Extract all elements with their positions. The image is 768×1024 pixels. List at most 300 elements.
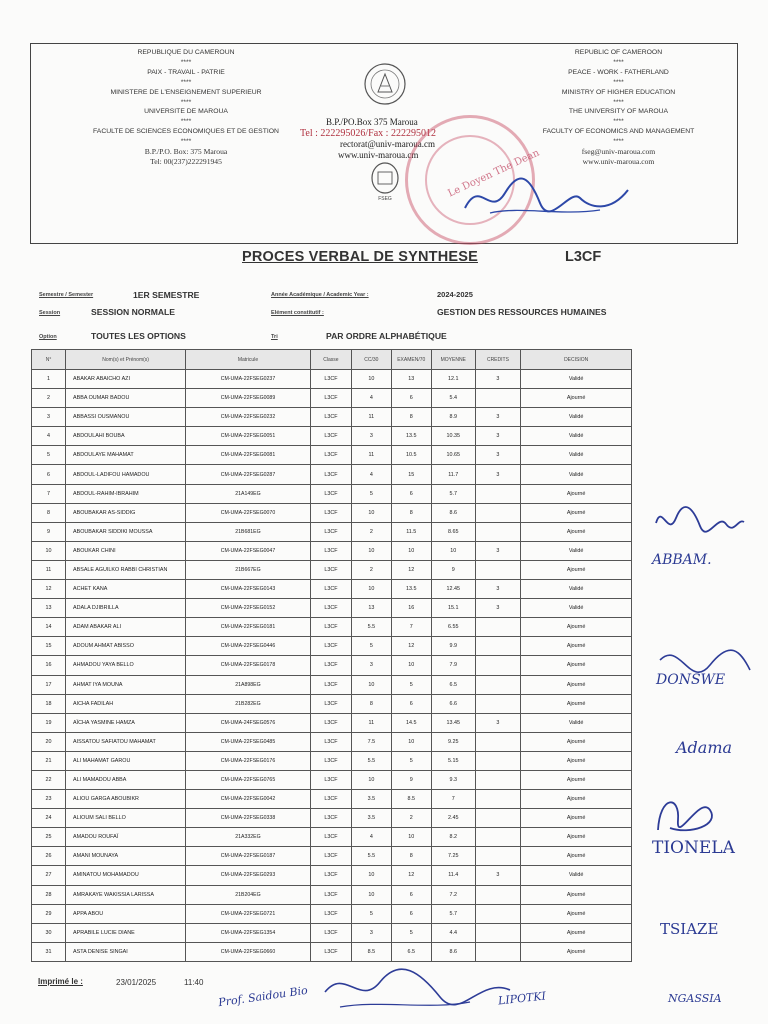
cell-average: 6.6: [431, 694, 475, 713]
dean-stamp-text: Le Doyen The Dean: [446, 147, 542, 200]
ministry-en: MINISTRY OF HIGHER EDUCATION: [561, 88, 676, 96]
cell-decision: Ajourné: [521, 923, 632, 942]
country-fr: REPUBLIQUE DU CAMEROUN: [137, 49, 235, 56]
cell-name: ABDOUL-RAHIM-IBRAHIM: [66, 484, 186, 503]
cell-decision: Validé: [521, 408, 632, 427]
cell-exam: 14.5: [391, 713, 431, 732]
cell-class: L3CF: [310, 427, 351, 446]
cell-decision: Ajourné: [521, 522, 632, 541]
cell-class: L3CF: [310, 751, 351, 770]
cell-matricule: 21B667EG: [186, 560, 310, 579]
cell-average: 13.45: [431, 713, 475, 732]
cell-exam: 5: [391, 923, 431, 942]
signature-adama: Adama: [676, 738, 733, 757]
cell-average: 7: [431, 790, 475, 809]
separator: ****: [180, 58, 192, 66]
cell-credits: [475, 828, 521, 847]
cell-cc: 10: [352, 541, 391, 560]
cell-name: ALIOUM SALI BELLO: [66, 809, 186, 828]
cell-decision: Ajourné: [521, 484, 632, 503]
table-row: [32, 790, 632, 809]
cell-name: ADALA DJIBRILLA: [66, 599, 186, 618]
cell-exam: 10: [391, 828, 431, 847]
university-en: THE UNIVERSITY OF MAROUA: [568, 108, 669, 116]
cell-average: 8.9: [431, 408, 475, 427]
cell-exam: 6: [391, 904, 431, 923]
cell-number: 20: [32, 732, 66, 751]
cell-credits: [475, 560, 521, 579]
cell-credits: 3: [475, 427, 521, 446]
faculty-logo-icon: [368, 160, 402, 204]
cell-name: APPA ABOU: [66, 904, 186, 923]
cell-class: L3CF: [310, 580, 351, 599]
cell-exam: 8: [391, 408, 431, 427]
cell-average: 9.3: [431, 770, 475, 789]
cell-matricule: 21A332EG: [186, 828, 310, 847]
table-row: [32, 370, 632, 389]
cell-exam: 6: [391, 694, 431, 713]
cell-exam: 8: [391, 847, 431, 866]
address-fr: B.P./P.O. Box: 375 Maroua: [144, 147, 228, 157]
cell-name: ADOUM AHMAT ABISSO: [66, 637, 186, 656]
cell-credits: [475, 923, 521, 942]
cell-credits: 3: [475, 541, 521, 560]
phone-fr: Tel: 00(237)222291945: [150, 156, 222, 166]
cell-matricule: CM-UMA-22FSEG0051: [186, 427, 310, 446]
country-en: REPUBLIC OF CAMEROON: [574, 49, 663, 56]
cell-average: 8.2: [431, 828, 475, 847]
cell-average: 12.1: [431, 370, 475, 389]
signature-prof: Prof. Saidou Bio: [217, 983, 309, 1010]
table-row: [32, 446, 632, 465]
table-row: [32, 713, 632, 732]
ministry-fr: MINISTERE DE L'ENSEIGNEMENT SUPERIEUR: [110, 88, 262, 96]
cell-average: 6.5: [431, 675, 475, 694]
cell-number: 31: [32, 942, 66, 961]
cell-exam: 11.5: [391, 522, 431, 541]
cell-credits: 3: [475, 446, 521, 465]
cell-number: 4: [32, 427, 66, 446]
table-row: [32, 560, 632, 579]
cell-decision: Ajourné: [521, 656, 632, 675]
website-en: www.univ-maroua.com: [582, 156, 655, 166]
table-row: [32, 809, 632, 828]
cell-matricule: CM-UMA-22FSEG0338: [186, 809, 310, 828]
col-credits: CREDITS: [475, 350, 521, 370]
separator: ****: [613, 78, 624, 86]
cell-name: ASTA DENISE SINGAI: [66, 942, 186, 961]
faculty-en: FACULTY OF ECONOMICS AND MANAGEMENT: [542, 128, 695, 136]
cell-exam: 5: [391, 675, 431, 694]
cell-cc: 11: [352, 408, 391, 427]
grades-table-body: [32, 370, 632, 962]
session-label: Session: [39, 310, 61, 316]
cell-exam: 6: [391, 389, 431, 408]
cell-cc: 5.5: [352, 847, 391, 866]
table-row: [32, 847, 632, 866]
cell-credits: 3: [475, 465, 521, 484]
cell-cc: 8.5: [352, 942, 391, 961]
cell-decision: Ajourné: [521, 847, 632, 866]
center-phone: Tel : 222295026/Fax : 222295012: [300, 128, 436, 139]
cell-decision: Ajourné: [521, 560, 632, 579]
cell-class: L3CF: [310, 923, 351, 942]
cell-cc: 8: [352, 694, 391, 713]
col-name: Nom(s) et Prénom(s): [66, 350, 186, 370]
cell-class: L3CF: [310, 522, 351, 541]
cell-decision: Validé: [521, 465, 632, 484]
cell-cc: 11: [352, 713, 391, 732]
cell-credits: [475, 484, 521, 503]
separator: ****: [613, 98, 624, 106]
cell-number: 22: [32, 770, 66, 789]
svg-text:FSEG: FSEG: [378, 196, 392, 202]
col-matricule: Matricule: [186, 350, 310, 370]
cell-matricule: CM-UMA-22FSEG1354: [186, 923, 310, 942]
cell-average: 4.4: [431, 923, 475, 942]
col-class: Classe: [310, 350, 351, 370]
cell-credits: [475, 904, 521, 923]
table-row: [32, 389, 632, 408]
cell-exam: 12: [391, 637, 431, 656]
cell-decision: Ajourné: [521, 942, 632, 961]
separator: ****: [613, 138, 624, 146]
cell-name: AMADOU ROUFAÏ: [66, 828, 186, 847]
table-row: [32, 541, 632, 560]
cell-average: 2.45: [431, 809, 475, 828]
cell-matricule: CM-UMA-22FSEG0660: [186, 942, 310, 961]
cell-exam: 15: [391, 465, 431, 484]
cell-name: AHMADOU YAYA BELLO: [66, 656, 186, 675]
cell-cc: 3: [352, 656, 391, 675]
cell-matricule: CM-UMA-22FSEG0081: [186, 446, 310, 465]
sort-label: Tri: [271, 334, 278, 340]
cell-name: AÏCHA YASMINE HAMZA: [66, 713, 186, 732]
cell-decision: Validé: [521, 713, 632, 732]
cell-credits: 3: [475, 599, 521, 618]
cell-credits: [475, 751, 521, 770]
cell-name: APRABILE LUCIE DIANE: [66, 923, 186, 942]
cell-name: ABDOULAHI BOUBA: [66, 427, 186, 446]
cell-matricule: CM-UMA-22FSEG0237: [186, 370, 310, 389]
center-website: www.univ-maroua.cm: [338, 150, 419, 160]
col-average: MOYENNE: [431, 350, 475, 370]
cell-average: 15.1: [431, 599, 475, 618]
table-row: [32, 866, 632, 885]
cell-decision: Validé: [521, 446, 632, 465]
cell-name: AHMAT IYA MOUNA: [66, 675, 186, 694]
table-row: [32, 637, 632, 656]
cell-exam: 10: [391, 541, 431, 560]
academic-year-value: 2024-2025: [437, 290, 473, 299]
col-exam: EXAMEN/70: [391, 350, 431, 370]
cell-name: AMANI MOUNAYA: [66, 847, 186, 866]
cell-class: L3CF: [310, 904, 351, 923]
signature-lipotki: LIPOTKI: [497, 989, 547, 1008]
cell-average: 9: [431, 560, 475, 579]
cell-class: L3CF: [310, 828, 351, 847]
cell-cc: 3: [352, 923, 391, 942]
cell-cc: 10: [352, 866, 391, 885]
cell-name: AICHA FADILAH: [66, 694, 186, 713]
cell-exam: 10: [391, 656, 431, 675]
cell-class: L3CF: [310, 809, 351, 828]
cell-cc: 5.5: [352, 618, 391, 637]
table-row: [32, 580, 632, 599]
cell-class: L3CF: [310, 866, 351, 885]
cell-cc: 13: [352, 599, 391, 618]
option-label: Option: [39, 334, 57, 340]
cell-name: ABAKAR ABAICHO AZI: [66, 370, 186, 389]
signature-donswe: DONSWE: [656, 672, 726, 688]
cell-credits: [475, 847, 521, 866]
cell-cc: 3.5: [352, 809, 391, 828]
table-row: [32, 904, 632, 923]
cell-matricule: CM-UMA-22FSEG0181: [186, 618, 310, 637]
cell-exam: 6: [391, 885, 431, 904]
motto-fr: PAIX - TRAVAIL - PATRIE: [147, 68, 225, 76]
cell-class: L3CF: [310, 484, 351, 503]
cell-name: ABDOUL-LADIFOU HAMADOU: [66, 465, 186, 484]
cell-cc: 5: [352, 484, 391, 503]
cell-cc: 4: [352, 389, 391, 408]
cell-number: 13: [32, 599, 66, 618]
cell-cc: 10: [352, 770, 391, 789]
cell-exam: 13: [391, 370, 431, 389]
cell-exam: 10: [391, 732, 431, 751]
cell-name: ALI MAHAMAT GAROU: [66, 751, 186, 770]
cell-number: 16: [32, 656, 66, 675]
cell-average: 10: [431, 541, 475, 560]
cell-cc: 3.5: [352, 790, 391, 809]
cell-exam: 12: [391, 560, 431, 579]
cell-average: 6.55: [431, 618, 475, 637]
cell-exam: 6: [391, 484, 431, 503]
cell-decision: Ajourné: [521, 770, 632, 789]
cell-name: ABBA OUMAR BADOU: [66, 389, 186, 408]
cell-matricule: CM-UMA-22FSEG0178: [186, 656, 310, 675]
cell-credits: [475, 770, 521, 789]
cell-class: L3CF: [310, 790, 351, 809]
cell-name: ALI MAMADOU ABBA: [66, 770, 186, 789]
session-value: SESSION NORMALE: [91, 307, 176, 317]
cell-decision: Ajourné: [521, 885, 632, 904]
cell-matricule: CM-UMA-24FSEG0576: [186, 713, 310, 732]
academic-year-label: Année Académique / Academic Year :: [271, 292, 369, 298]
cell-number: 1: [32, 370, 66, 389]
cell-cc: 10: [352, 885, 391, 904]
cell-decision: Ajourné: [521, 389, 632, 408]
cell-name: ABBASSI OUSMANOU: [66, 408, 186, 427]
cell-number: 23: [32, 790, 66, 809]
table-row: [32, 503, 632, 522]
cell-class: L3CF: [310, 618, 351, 637]
semester-value: 1ER SEMESTRE: [133, 290, 200, 300]
cell-cc: 2: [352, 522, 391, 541]
cell-matricule: CM-UMA-22FSEG0152: [186, 599, 310, 618]
separator: ****: [180, 118, 192, 126]
cell-name: ABOUBAKAR SIDDIKI MOUSSA: [66, 522, 186, 541]
grades-table: [31, 349, 632, 962]
cell-cc: 7.5: [352, 732, 391, 751]
semester-label: Semestre / Semester: [39, 292, 94, 298]
cell-average: 7.25: [431, 847, 475, 866]
cell-credits: 3: [475, 713, 521, 732]
cell-credits: [475, 942, 521, 961]
cell-cc: 2: [352, 560, 391, 579]
cell-decision: Ajourné: [521, 904, 632, 923]
cell-exam: 6.5: [391, 942, 431, 961]
cell-number: 18: [32, 694, 66, 713]
cell-decision: Validé: [521, 580, 632, 599]
cell-class: L3CF: [310, 503, 351, 522]
cell-matricule: CM-UMA-22FSEG0187: [186, 847, 310, 866]
cell-matricule: 21B681EG: [186, 522, 310, 541]
cell-class: L3CF: [310, 770, 351, 789]
cell-class: L3CF: [310, 656, 351, 675]
option-value: TOUTES LES OPTIONS: [91, 331, 186, 341]
cell-cc: 10: [352, 675, 391, 694]
cell-cc: 3: [352, 427, 391, 446]
cell-class: L3CF: [310, 713, 351, 732]
cell-class: L3CF: [310, 847, 351, 866]
signature-tionela: TIONELA: [652, 838, 735, 858]
signature-tsiaze: TSIAZE: [660, 920, 719, 938]
col-number: N°: [32, 350, 66, 370]
cell-matricule: CM-UMA-22FSEG0232: [186, 408, 310, 427]
printed-label: Imprimé le :: [38, 977, 83, 986]
cell-decision: Ajourné: [521, 675, 632, 694]
signature-stroke-icon: [650, 790, 720, 838]
email-en: fseg@univ-maroua.com: [581, 147, 656, 157]
letterhead-left: [71, 48, 301, 167]
table-row: [32, 923, 632, 942]
cell-credits: [475, 694, 521, 713]
cell-name: ALIOU GARGA ABOUBIKR: [66, 790, 186, 809]
cell-average: 10.65: [431, 446, 475, 465]
cell-average: 5.15: [431, 751, 475, 770]
cell-credits: [475, 790, 521, 809]
cell-matricule: CM-UMA-22FSEG0089: [186, 389, 310, 408]
cell-matricule: CM-UMA-22FSEG0721: [186, 904, 310, 923]
cell-decision: Ajourné: [521, 809, 632, 828]
element-label: Elément constitutif :: [271, 310, 324, 316]
cell-credits: [475, 675, 521, 694]
cell-average: 10.35: [431, 427, 475, 446]
table-row: [32, 484, 632, 503]
signature-stroke-icon: [650, 640, 760, 700]
table-row: [32, 694, 632, 713]
table-row: [32, 599, 632, 618]
table-row: [32, 656, 632, 675]
cell-matricule: 21B204EG: [186, 885, 310, 904]
cell-credits: [475, 503, 521, 522]
cell-average: 11.4: [431, 866, 475, 885]
table-row: [32, 828, 632, 847]
cell-number: 28: [32, 885, 66, 904]
cell-average: 7.9: [431, 656, 475, 675]
element-value: GESTION DES RESSOURCES HUMAINES: [437, 307, 607, 317]
table-row: [32, 885, 632, 904]
cell-name: ABDOULAYE MAHAMAT: [66, 446, 186, 465]
cell-class: L3CF: [310, 885, 351, 904]
cell-matricule: CM-UMA-22FSEG0070: [186, 503, 310, 522]
table-row: [32, 770, 632, 789]
table-row: [32, 522, 632, 541]
cell-class: L3CF: [310, 694, 351, 713]
cell-average: 8.6: [431, 503, 475, 522]
table-row: [32, 465, 632, 484]
cell-average: 7.2: [431, 885, 475, 904]
signature-stroke-icon: [648, 498, 748, 538]
cell-class: L3CF: [310, 675, 351, 694]
cell-matricule: CM-UMA-22FSEG0143: [186, 580, 310, 599]
cell-credits: [475, 809, 521, 828]
cell-exam: 10.5: [391, 446, 431, 465]
cell-class: L3CF: [310, 389, 351, 408]
cell-number: 24: [32, 809, 66, 828]
cell-class: L3CF: [310, 942, 351, 961]
cell-matricule: CM-UMA-22FSEG0042: [186, 790, 310, 809]
cell-exam: 8: [391, 503, 431, 522]
cell-average: 9.25: [431, 732, 475, 751]
cell-number: 19: [32, 713, 66, 732]
center-email: rectorat@univ-maroua.cm: [340, 139, 435, 149]
class-level: L3CF: [565, 249, 602, 265]
cell-number: 10: [32, 541, 66, 560]
table-header-row: [32, 350, 632, 370]
cell-credits: 3: [475, 580, 521, 599]
separator: ****: [180, 78, 192, 86]
cell-cc: 11: [352, 446, 391, 465]
cell-cc: 10: [352, 503, 391, 522]
motto-en: PEACE - WORK - FATHERLAND: [568, 68, 669, 76]
cell-name: AISSATOU SAFIATOU MAHAMAT: [66, 732, 186, 751]
printed-time: 11:40: [184, 978, 204, 987]
cell-number: 17: [32, 675, 66, 694]
cell-exam: 13.5: [391, 427, 431, 446]
cell-matricule: CM-UMA-22FSEG0293: [186, 866, 310, 885]
cell-decision: Ajourné: [521, 618, 632, 637]
cell-number: 7: [32, 484, 66, 503]
cell-number: 2: [32, 389, 66, 408]
cell-class: L3CF: [310, 560, 351, 579]
cell-number: 27: [32, 866, 66, 885]
dean-signature-icon: [460, 168, 635, 228]
table-row: [32, 675, 632, 694]
cell-cc: 4: [352, 465, 391, 484]
cell-exam: 16: [391, 599, 431, 618]
cell-exam: 7: [391, 618, 431, 637]
cell-decision: Ajourné: [521, 637, 632, 656]
cell-average: 5.7: [431, 904, 475, 923]
cell-number: 9: [32, 522, 66, 541]
cell-credits: [475, 885, 521, 904]
cell-decision: Ajourné: [521, 751, 632, 770]
cell-credits: 3: [475, 866, 521, 885]
cell-name: ACHET KANA: [66, 580, 186, 599]
cell-exam: 12: [391, 866, 431, 885]
cell-exam: 8.5: [391, 790, 431, 809]
cell-credits: [475, 637, 521, 656]
separator: ****: [180, 138, 192, 146]
cell-cc: 5: [352, 904, 391, 923]
cell-matricule: CM-UMA-22FSEG0047: [186, 541, 310, 560]
signature-stroke-icon: [320, 962, 520, 1017]
cell-cc: 4: [352, 828, 391, 847]
cell-number: 6: [32, 465, 66, 484]
cell-class: L3CF: [310, 637, 351, 656]
